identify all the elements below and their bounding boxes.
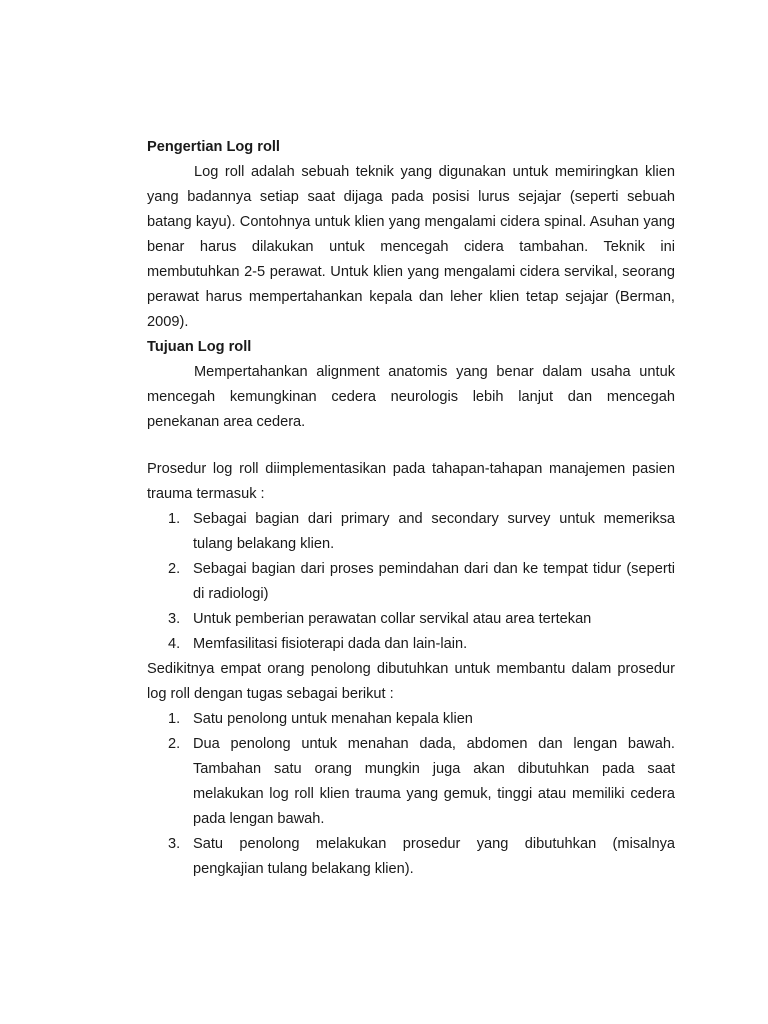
list-item-number: 1. bbox=[168, 511, 181, 527]
section-heading-pengertian: Pengertian Log roll bbox=[147, 139, 280, 155]
paragraph-prosedur-intro: Prosedur log roll diimplementasikan pada tahapan-tahapan manajemen pasien trauma termasuk : bbox=[147, 461, 675, 502]
list-item-text: Memfasilitasi fisioterapi dada dan lain-lain. bbox=[193, 636, 468, 652]
list-item bbox=[147, 557, 675, 607]
paragraph-tujuan: Mempertahankan alignment anatomis yang benar dalam usaha untuk mencegah kemungkinan cedera neurologis lebih lanjut dan mencegah penekanan area cedera. bbox=[147, 364, 675, 430]
list-item bbox=[147, 732, 675, 832]
list-prosedur-tahapan bbox=[147, 507, 675, 657]
list-item bbox=[147, 607, 675, 632]
list-item bbox=[147, 507, 675, 557]
list-tugas-penolong bbox=[147, 707, 675, 882]
list-item bbox=[147, 632, 675, 657]
list-item-number: 3. bbox=[168, 611, 181, 627]
list-item bbox=[147, 832, 675, 882]
list-item-number: 4. bbox=[168, 636, 181, 652]
list-item-text: Untuk pemberian perawatan collar servikal atau area tertekan bbox=[193, 611, 592, 627]
list-item-text: Sebagai bagian dari proses pemindahan dari dan ke tempat tidur (seperti di radiologi) bbox=[193, 561, 675, 602]
list-item-text: Satu penolong untuk menahan kepala klien bbox=[193, 711, 473, 727]
list-item bbox=[147, 707, 675, 732]
list-item-number: 1. bbox=[168, 711, 181, 727]
list-item-text: Dua penolong untuk menahan dada, abdomen dan lengan bawah. Tambahan satu orang mungkin juga akan dibutuhkan pada saat melakukan log roll klien trauma yang gemuk, tinggi atau memiliki cedera pada lengan bawah. bbox=[193, 736, 675, 827]
list-item-number: 2. bbox=[168, 736, 181, 752]
list-item-number: 2. bbox=[168, 561, 181, 577]
paragraph-penolong-intro: Sedikitnya empat orang penolong dibutuhkan untuk membantu dalam prosedur log roll dengan tugas sebagai berikut : bbox=[147, 661, 675, 702]
list-item-text: Sebagai bagian dari primary and secondary survey untuk memeriksa tulang belakang klien. bbox=[193, 511, 675, 552]
paragraph-pengertian: Log roll adalah sebuah teknik yang digunakan untuk memiringkan klien yang badannya setiap saat dijaga pada posisi lurus sejajar (seperti sebuah batang kayu). Contohnya untuk klien yang mengalami cidera spinal. Asuhan yang benar harus dilakukan untuk mencegah cidera tambahan. Teknik ini membutuhkan 2-5 perawat. Untuk klien yang mengalami cidera servikal, seorang perawat harus mempertahankan kepala dan leher klien tetap sejajar (Berman, 2009). bbox=[147, 164, 675, 330]
list-item-number: 3. bbox=[168, 836, 181, 852]
list-item-text: Satu penolong melakukan prosedur yang dibutuhkan (misalnya pengkajian tulang belakang klien). bbox=[193, 836, 675, 877]
paragraph-spacer bbox=[147, 435, 675, 457]
section-heading-tujuan: Tujuan Log roll bbox=[147, 339, 252, 355]
document-page bbox=[147, 135, 675, 882]
